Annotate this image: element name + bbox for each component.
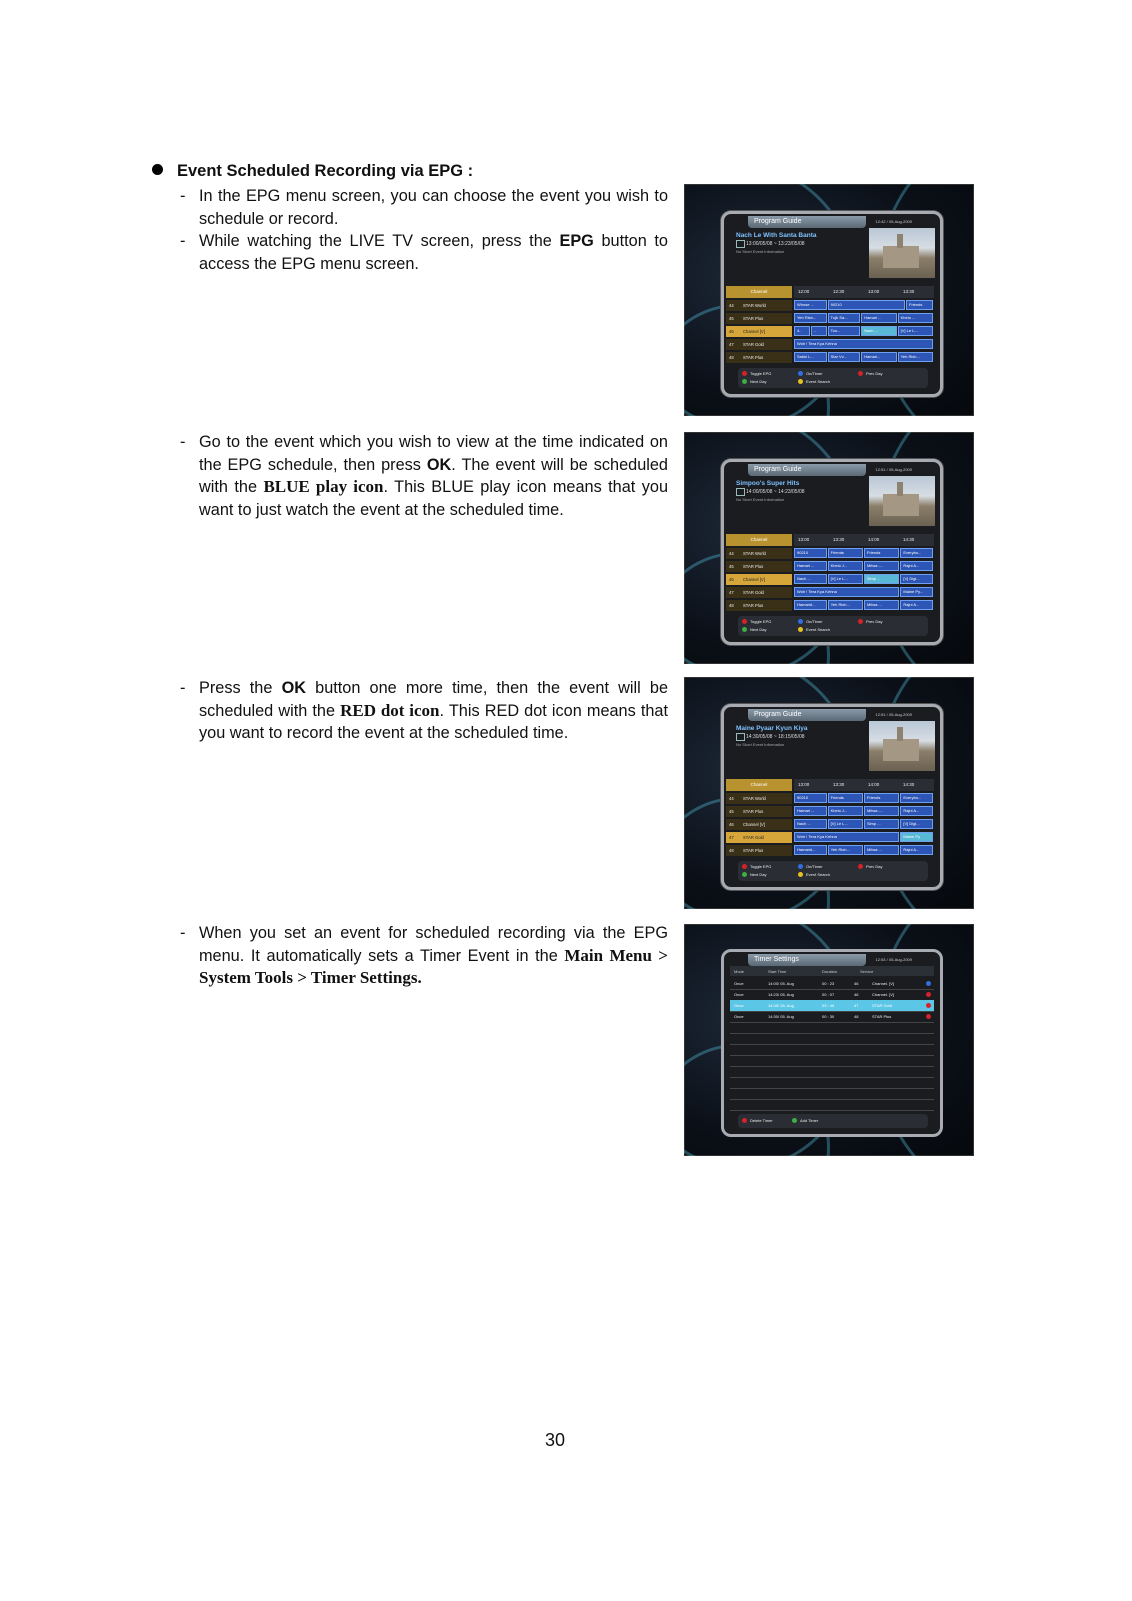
timer-cell: 03 : 45 (822, 1003, 835, 1008)
program-cell: Friends (828, 793, 863, 803)
channel-row: 45 STAR Plus (726, 313, 792, 324)
timeline-tick: 14:30 (903, 782, 915, 787)
program-cell: Rajni A... (900, 806, 933, 816)
record-dot-icon (926, 1003, 931, 1008)
channel-row: 46 Channel [V] (726, 326, 792, 337)
program-cell: Rajni A... (900, 845, 933, 855)
legend-item: Next Day (742, 379, 766, 384)
timer-cell: 00 : 23 (822, 981, 835, 986)
program-cell: Everybo... (900, 793, 933, 803)
color-key-icon (742, 379, 747, 384)
channel-row: 46 Channel [V] (726, 574, 792, 585)
preview-spire (897, 482, 903, 496)
timer-cell: STAR Plus (872, 1014, 892, 1019)
event-time: 14:00/05/08 ~ 14:23/05/08 (746, 489, 805, 495)
event-icon (736, 488, 745, 496)
emphasis-term: RED dot icon (340, 700, 440, 720)
timer-cell: 14:00/ 05. Aug (768, 981, 794, 986)
program-cell: .. (811, 326, 827, 336)
timeline-tick: 13:30 (833, 537, 845, 542)
program-cell: 90210 (794, 793, 827, 803)
emphasis-term: Main Menu > System Tools > Timer Settings. (199, 945, 668, 988)
legend-item: Event Search (798, 379, 830, 384)
timer-cell: 48 (854, 1014, 859, 1019)
panel-title: Timer Settings (748, 954, 866, 966)
program-cell: Nach ... (794, 574, 827, 584)
channel-row: 47 STAR Gold (726, 587, 792, 598)
program-guide-panel (721, 704, 943, 890)
channel-number: 46 (729, 329, 734, 334)
color-key-icon (798, 872, 803, 877)
channel-row: 47 STAR Gold (726, 832, 792, 843)
paragraph-text: While watching the LIVE TV screen, press the EPG button to access the EPG menu screen. (199, 232, 668, 273)
channel-row: 45 STAR Plus (726, 806, 792, 817)
epg-screenshot (684, 432, 974, 664)
timer-cell: 00 : 07 (822, 992, 835, 997)
paragraph-text: When you set an event for scheduled recording via the EPG menu. It automatically sets a Timer Event in the Main Menu > System Tools > Timer Settings. (199, 924, 668, 988)
program-guide-panel (721, 211, 943, 397)
channel-row: 48 STAR Plus (726, 352, 792, 363)
bold-term: OK (426, 455, 452, 474)
program-guide-panel (721, 459, 943, 645)
program-cell: Everybo... (900, 548, 933, 558)
program-cell: Maine Py... (900, 587, 933, 597)
preview-spire (897, 234, 903, 248)
play-icon (926, 981, 931, 986)
timer-cell: Channel. [V] (872, 981, 895, 986)
list-dash: - (180, 187, 186, 205)
legend-item: Add Timer (792, 1118, 818, 1123)
program-cell: Woh ! Tera Kya Kehna (794, 832, 899, 842)
timer-settings-panel (721, 949, 943, 1137)
program-cell: Khelo J... (828, 561, 863, 571)
color-key-icon (798, 627, 803, 632)
legend-item: Toggle EPG (742, 371, 771, 376)
event-info: No Short Event Information (736, 497, 785, 502)
program-cell: Yeh Rish... (828, 845, 863, 855)
program-cell: Rajni A... (900, 600, 933, 610)
program-cell: Hamari... (861, 352, 896, 362)
legend-item: Toggle EPG (742, 619, 771, 624)
panel-title: Program Guide (748, 709, 866, 721)
epg-grid (724, 779, 940, 861)
timeline-tick: 12:00 (798, 289, 810, 294)
program-cell: [V] Digi... (900, 574, 933, 584)
timeline-tick: 13:00 (798, 782, 810, 787)
button-legend (738, 616, 928, 636)
timeline-tick: 14:00 (868, 782, 880, 787)
timer-row (730, 1099, 934, 1111)
emphasis-term: BLUE play icon (263, 477, 384, 497)
program-cell: Woh ! Tera Kya Kehna (794, 587, 899, 597)
program-cell: Friends (864, 793, 899, 803)
channel-number: 45 (729, 316, 734, 321)
program-cell: [V] Le L... (828, 574, 863, 584)
event-name: Nach Le With Santa Banta (736, 232, 817, 239)
program-cell: Woh ! Tera Kya Kehna (794, 339, 933, 349)
instruction-paragraph (180, 185, 668, 230)
bold-term: OK (281, 679, 306, 697)
bold-term: EPG (559, 232, 594, 250)
channel-number: 46 (729, 822, 734, 827)
color-key-icon (858, 864, 863, 869)
program-cell: Too... (828, 326, 861, 336)
timer-cell: Once (734, 981, 744, 986)
program-cell: Friends (828, 548, 863, 558)
channel-header: Channel (726, 534, 792, 546)
section-heading: Event Scheduled Recording via EPG : (152, 162, 473, 181)
color-key-icon (858, 371, 863, 376)
program-cell: Star Vv... (828, 352, 861, 362)
legend-item: Prev Day (858, 619, 882, 624)
column-header: Mode (734, 969, 745, 974)
timeline-tick: 12:30 (833, 289, 845, 294)
channel-row: 45 STAR Plus (726, 561, 792, 572)
program-cell: Hamari ... (794, 561, 827, 571)
timer-settings-screenshot (684, 924, 974, 1156)
event-info: No Short Event Information (736, 742, 785, 747)
channel-number: 47 (729, 835, 734, 840)
timer-cell: Once (734, 1014, 744, 1019)
event-time: 13:00/05/08 ~ 13:23/05/08 (746, 241, 805, 247)
panel-date: 12:51 / 05-Aug-2009 (875, 467, 912, 472)
program-cell: Simp ... (864, 574, 899, 584)
program-cell: Friends (864, 548, 899, 558)
timeline-tick: 13:30 (903, 289, 915, 294)
channel-number: 47 (729, 342, 734, 347)
program-cell: 4.. (794, 326, 810, 336)
instruction-paragraph (180, 677, 668, 745)
legend-item: Toggle EPG (742, 864, 771, 869)
timer-cell: 14:30/ 05. Aug (768, 1014, 794, 1019)
timeline (794, 534, 934, 546)
event-name: Simpoo's Super Hits (736, 480, 800, 487)
program-cell: Yeh Rish... (794, 313, 827, 323)
timer-cell: Once (734, 1003, 744, 1008)
program-cell: 90210 (794, 548, 827, 558)
channel-row: 48 STAR Plus (726, 845, 792, 856)
channel-number: 44 (729, 551, 734, 556)
legend-item: Event Search (798, 872, 830, 877)
paragraph-text: Press the OK button one more time, then the event will be scheduled with the RED dot icon. This RED dot icon means that you want to record the event at the scheduled time. (199, 679, 669, 743)
program-cell: Mitwa -... (864, 806, 899, 816)
instruction-paragraph (180, 922, 668, 990)
record-dot-icon (926, 1014, 931, 1019)
list-dash: - (180, 232, 186, 250)
program-cell: Yeh Rish... (898, 352, 933, 362)
program-cell: [V] Le L... (828, 819, 863, 829)
panel-title: Program Guide (748, 464, 866, 476)
preview-spire (897, 727, 903, 741)
legend-item: Prev Day (858, 864, 882, 869)
event-icon (736, 733, 745, 741)
channel-number: 46 (729, 577, 734, 582)
program-cell: Mitwa ... (864, 845, 899, 855)
list-dash: - (180, 924, 186, 942)
color-key-icon (742, 872, 747, 877)
column-header: Duration (822, 969, 838, 974)
timer-cell: 00 : 30 (822, 1014, 835, 1019)
panel-date: 12:42 / 05-Aug-2009 (875, 219, 912, 224)
color-key-icon (798, 619, 803, 624)
preview-thumbnail (869, 476, 935, 526)
color-key-icon (798, 379, 803, 384)
program-cell: Mitwa -... (864, 561, 899, 571)
channel-number: 48 (729, 355, 734, 360)
program-cell: [V] Le L... (898, 326, 933, 336)
color-key-icon (742, 864, 747, 869)
program-cell: Mitwa ... (864, 600, 899, 610)
preview-thumbnail (869, 228, 935, 278)
bullet-icon (152, 164, 163, 175)
record-dot-icon (926, 992, 931, 997)
legend-item: On/Timer (798, 619, 823, 624)
program-cell: Nach ... (861, 326, 896, 336)
channel-header: Channel (726, 286, 792, 298)
preview-building (883, 494, 919, 516)
program-cell: Khelo J... (828, 806, 863, 816)
timer-cell: STAR Gold (872, 1003, 892, 1008)
event-name: Maine Pyaar Kyun Kiya (736, 725, 808, 732)
preview-thumbnail (869, 721, 935, 771)
program-cell: Sabki L... (794, 352, 827, 362)
color-key-icon (798, 371, 803, 376)
channel-row: 44 STAR World (726, 793, 792, 804)
legend-item: On/Timer (798, 371, 823, 376)
instruction-paragraph (180, 230, 668, 275)
panel-title: Program Guide (748, 216, 866, 228)
timeline-tick: 13:30 (833, 782, 845, 787)
channel-number: 48 (729, 848, 734, 853)
legend-item: Delete Timer (742, 1118, 773, 1123)
timer-cell: 47 (854, 1003, 859, 1008)
event-info: No Short Event Information (736, 249, 785, 254)
program-cell: 90210 (828, 300, 905, 310)
color-key-icon (742, 1118, 747, 1123)
event-time: 14:30/05/08 ~ 18:15/05/08 (746, 734, 805, 740)
epg-screenshot (684, 677, 974, 909)
panel-date: 12:51 / 05-Aug-2009 (875, 712, 912, 717)
timeline-tick: 14:00 (868, 537, 880, 542)
button-legend (738, 861, 928, 881)
channel-row: 47 STAR Gold (726, 339, 792, 350)
timer-cell: 14:30/ 05. Aug (768, 1003, 794, 1008)
channel-number: 45 (729, 809, 734, 814)
timer-cell: 14:23/ 05. Aug (768, 992, 794, 997)
program-cell: Friends (906, 300, 933, 310)
channel-number: 45 (729, 564, 734, 569)
color-key-icon (858, 619, 863, 624)
paragraph-text: Go to the event which you wish to view at the time indicated on the EPG schedule, then press OK. The event will be scheduled with the BLUE play icon. This BLUE play icon means that you want to just watch the event at the scheduled time. (199, 433, 668, 519)
timeline-tick: 13:00 (868, 289, 880, 294)
timeline (794, 779, 934, 791)
channel-row: 44 STAR World (726, 548, 792, 559)
button-legend (738, 1114, 928, 1128)
channel-number: 44 (729, 796, 734, 801)
legend-item: On/Timer (798, 864, 823, 869)
channel-row: 46 Channel [V] (726, 819, 792, 830)
instruction-paragraph (180, 431, 668, 521)
timer-cell: 46 (854, 992, 859, 997)
page-number: 30 (544, 1430, 566, 1450)
channel-header: Channel (726, 779, 792, 791)
timer-cell: Channel. [V] (872, 992, 895, 997)
program-cell: Rajni A... (900, 561, 933, 571)
channel-number: 47 (729, 590, 734, 595)
program-cell: Simp ... (864, 819, 899, 829)
program-cell: [V] Digi... (900, 819, 933, 829)
color-key-icon (792, 1118, 797, 1123)
program-cell: Khelo ... (898, 313, 933, 323)
timer-cell: 46 (854, 981, 859, 986)
preview-building (883, 739, 919, 761)
program-cell: Whose ... (794, 300, 827, 310)
timeline-tick: 14:30 (903, 537, 915, 542)
color-key-icon (742, 627, 747, 632)
channel-row: 44 STAR World (726, 300, 792, 311)
program-cell: Maine Py (900, 832, 933, 842)
legend-item: Event Search (798, 627, 830, 632)
color-key-icon (742, 619, 747, 624)
program-cell: Hamarid... (794, 600, 827, 610)
preview-building (883, 246, 919, 268)
epg-grid (724, 534, 940, 616)
paragraph-text: In the EPG menu screen, you can choose the event you wish to schedule or record. (199, 187, 668, 228)
legend-item: Prev Day (858, 371, 882, 376)
column-header: Service (860, 969, 874, 974)
timer-table-header (730, 966, 934, 976)
event-icon (736, 240, 745, 248)
epg-screenshot (684, 184, 974, 416)
channel-number: 48 (729, 603, 734, 608)
color-key-icon (742, 371, 747, 376)
legend-item: Next Day (742, 627, 766, 632)
program-cell: Hamari ... (861, 313, 896, 323)
timeline-tick: 13:00 (798, 537, 810, 542)
list-dash: - (180, 433, 186, 451)
color-key-icon (798, 864, 803, 869)
program-cell: Hamari ... (794, 806, 827, 816)
legend-item: Next Day (742, 872, 766, 877)
panel-date: 12:53 / 05-Aug-2009 (875, 957, 912, 962)
program-cell: Yeh Rish... (828, 600, 863, 610)
epg-grid (724, 286, 940, 368)
timer-cell: Once (734, 992, 744, 997)
button-legend (738, 368, 928, 388)
channel-number: 44 (729, 303, 734, 308)
timeline (794, 286, 934, 298)
column-header: Start Time (768, 969, 787, 974)
program-cell: Tujh Sa... (828, 313, 861, 323)
channel-row: 48 STAR Plus (726, 600, 792, 611)
list-dash: - (180, 679, 186, 697)
program-cell: Hamarid... (794, 845, 827, 855)
program-cell: Nach ... (794, 819, 827, 829)
